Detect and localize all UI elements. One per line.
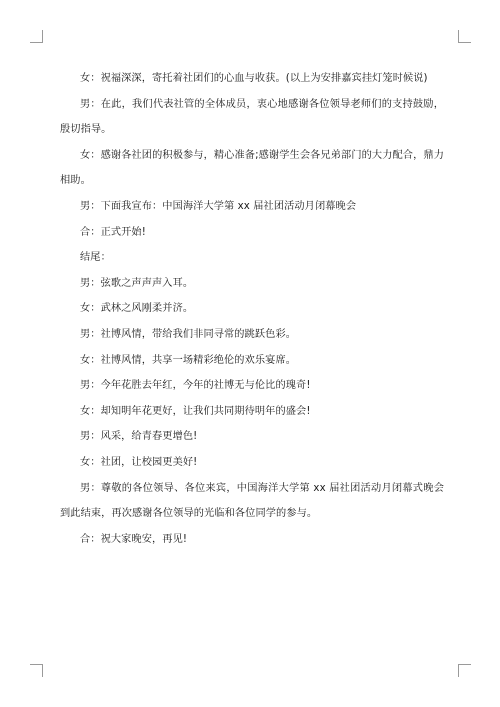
crop-mark-top-left (30, 30, 43, 43)
paragraph: 合：正式开始! (80, 226, 146, 238)
document-body (60, 66, 444, 552)
paragraph: 女：社团，让校园更美好! (80, 456, 198, 468)
crop-mark-top-right (458, 30, 471, 43)
paragraph: 男：下面我宣布：中国海洋大学第 xx 届社团活动月闭幕晚会 (80, 200, 357, 212)
section-heading: 结尾： (80, 252, 111, 264)
paragraph: 合：祝大家晚安，再见! (80, 533, 188, 545)
paragraph: 男：社博风情，带给我们非同寻常的跳跃色彩。 (80, 328, 297, 340)
crop-mark-bottom-right (458, 664, 471, 677)
paragraph: 男：今年花胜去年红，今年的社博无与伦比的瑰奇! (80, 380, 311, 392)
paragraph: 男：在此，我们代表社管的全体成员，衷心地感谢各位领导老师们的支持鼓励，殷切指导。 (60, 98, 444, 136)
paragraph: 女：武林之风刚柔并济。 (80, 303, 194, 315)
crop-mark-bottom-left (30, 664, 43, 677)
paragraph: 男：尊敬的各位领导、各位来宾，中国海洋大学第 xx 届社团活动月闭幕式晚会到此结束，再次感谢各位领导的光临和各位同学的参与。 (60, 482, 444, 520)
paragraph: 女：感谢各社团的积极参与，精心准备;感谢学生会各兄弟部门的大力配合，鼎力相助。 (60, 149, 444, 187)
paragraph: 女：祝福深深，寄托着社团们的心血与收获。(以上为安排嘉宾挂灯笼时候说) (80, 73, 428, 84)
paragraph: 女：社博风情，共享一场精彩绝伦的欢乐宴席。 (80, 354, 297, 366)
paragraph: 男：弦歌之声声声入耳。 (80, 277, 194, 289)
paragraph: 男：风采，给青春更增色! (80, 431, 198, 443)
paragraph: 女：却知明年花更好，让我们共同期待明年的盛会! (80, 405, 311, 417)
